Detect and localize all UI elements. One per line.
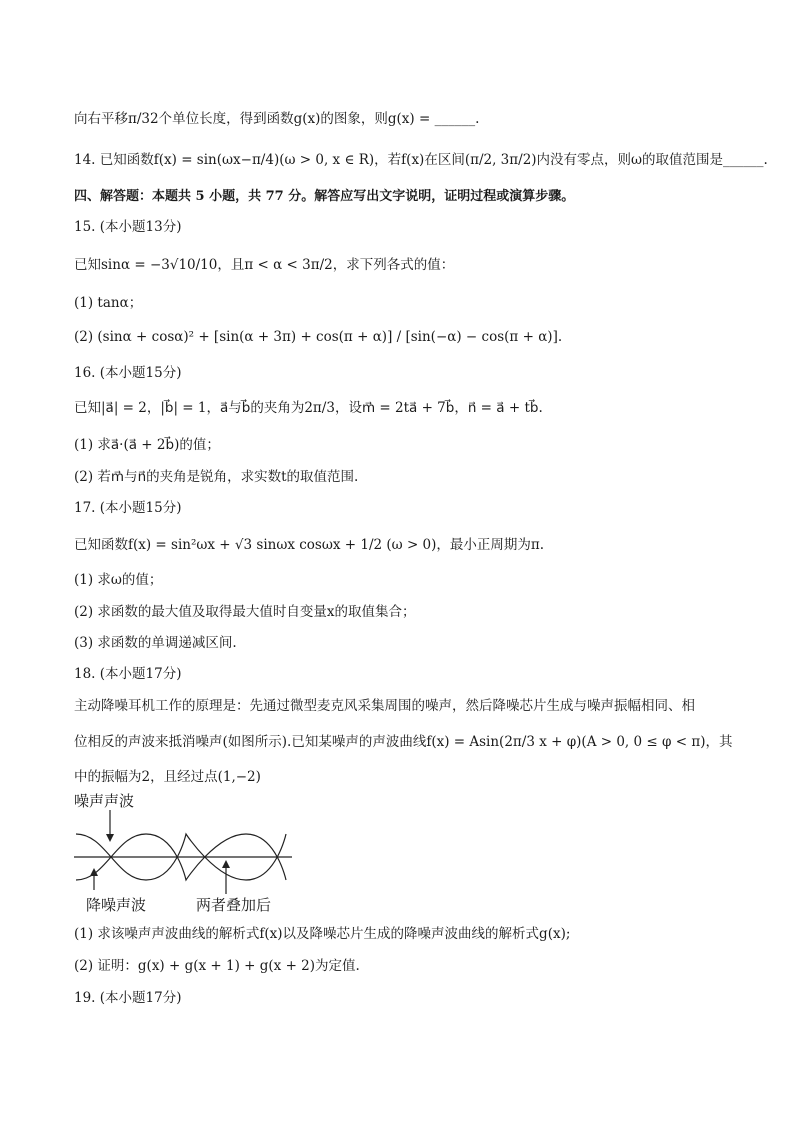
q16-part2: (2) 若m⃗与n⃗的夹角是锐角，求实数t的取值范围. <box>74 469 359 485</box>
noise-cancel-figure <box>66 790 306 920</box>
arrow-noise-head <box>106 834 114 842</box>
label-anti-noise-wave: 降噪声波 <box>86 896 147 914</box>
q17-part3: (3) 求函数的单调递减区间. <box>74 635 237 651</box>
q15-part1: (1) tanα； <box>74 295 143 311</box>
arrow-sum-head <box>222 860 230 868</box>
q17-part2: (2) 求函数的最大值及取得最大值时自变量x的取值集合； <box>74 604 416 620</box>
q17-given: 已知函数f(x) = sin²ωx + √3 sinωx cosωx + 1/2 (ω > 0)，最小正周期为π. <box>74 537 545 553</box>
label-superposition: 两者叠加后 <box>196 896 272 914</box>
q15-part2: (2) (sinα + cosα)² + [sin(α + 3π) + cos(π + α)] / [sin(−α) − cos(π + α)]. <box>74 329 563 345</box>
q18-text-line2: 位相反的声波来抵消噪声(如图所示).已知某噪声的声波曲线f(x) = Asin(2π/3 x + φ)(A > 0, 0 ≤ φ < π)，其 <box>74 734 733 750</box>
q16-header: 16. (本小题15分) <box>74 365 182 381</box>
q13-continuation: 向右平移π/32个单位长度，得到函数g(x)的图象，则g(x) = ______. <box>74 111 480 127</box>
q17-header: 17. (本小题15分) <box>74 500 182 516</box>
q19-header: 19. (本小题17分) <box>74 990 182 1006</box>
q18-text-line3: 中的振幅为2，且经过点(1,−2) <box>74 769 261 785</box>
q16-given: 已知|a⃗| = 2，|b⃗| = 1，a⃗与b⃗的夹角为2π/3，设m⃗ = 2ta⃗ + 7b⃗，n⃗ = a⃗ + tb⃗. <box>74 400 543 416</box>
q18-part2: (2) 证明：g(x) + g(x + 1) + g(x + 2)为定值. <box>74 958 360 974</box>
label-noise-wave: 噪声声波 <box>74 792 135 810</box>
q15-given: 已知sinα = −3√10/10，且π < α < 3π/2，求下列各式的值： <box>74 257 455 273</box>
q14-text: 14. 已知函数f(x) = sin(ωx−π/4)(ω > 0, x ∈ R)，若f(x)在区间(π/2, 3π/2)内没有零点，则ω的取值范围是______. <box>74 152 768 168</box>
q18-text-line1: 主动降噪耳机工作的原理是：先通过微型麦克风采集周围的噪声，然后降噪芯片生成与噪声振幅相同、相 <box>74 698 695 714</box>
q18-header: 18. (本小题17分) <box>74 666 182 682</box>
q16-part1: (1) 求a⃗·(a⃗ + 2b⃗)的值； <box>74 437 220 453</box>
q17-part1: (1) 求ω的值； <box>74 572 163 588</box>
q18-part1: (1) 求该噪声声波曲线的解析式f(x)以及降噪芯片生成的降噪声波曲线的解析式g(x); <box>74 926 571 942</box>
q15-header: 15. (本小题13分) <box>74 219 182 235</box>
section-heading: 四、解答题：本题共 5 小题，共 77 分。解答应写出文字说明，证明过程或演算步骤。 <box>74 189 575 204</box>
